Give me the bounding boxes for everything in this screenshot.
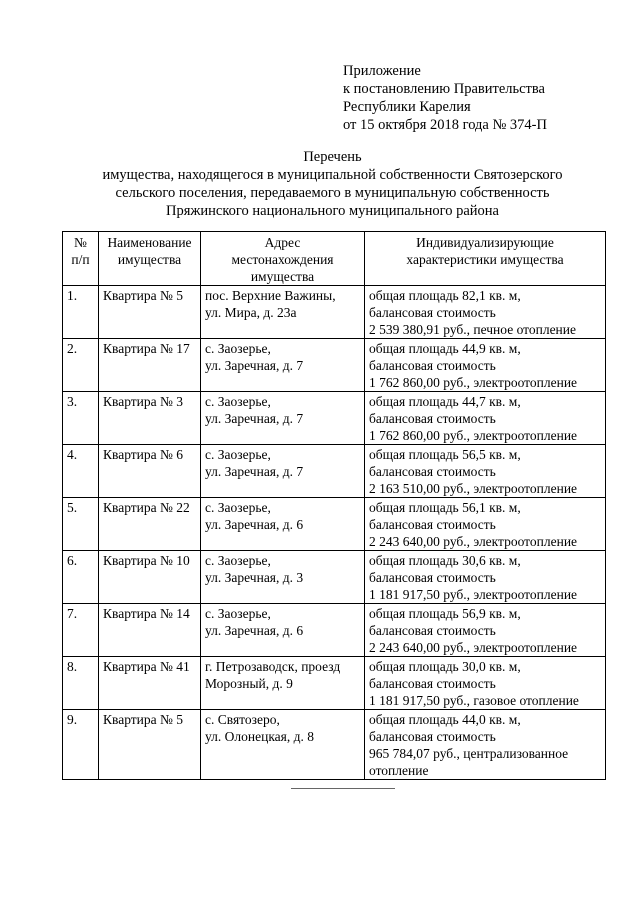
row-address: с. Заозерье, ул. Заречная, д. 6 xyxy=(201,604,365,657)
header-name: Наименование имущества xyxy=(99,232,201,286)
table-row xyxy=(63,498,606,551)
row-name: Квартира № 10 xyxy=(99,551,201,604)
row-address: с. Заозерье, ул. Заречная, д. 7 xyxy=(201,445,365,498)
row-address: с. Святозеро, ул. Олонецкая, д. 8 xyxy=(201,710,365,780)
row-name: Квартира № 5 xyxy=(99,710,201,780)
row-address: г. Петрозаводск, проезд Морозный, д. 9 xyxy=(201,657,365,710)
table-row xyxy=(63,710,606,780)
table-row xyxy=(63,392,606,445)
header-number: № п/п xyxy=(63,232,99,286)
title-line: Пряжинского национального муниципального района xyxy=(166,203,499,219)
row-number: 6. xyxy=(63,551,99,604)
row-address: с. Заозерье, ул. Заречная, д. 7 xyxy=(201,392,365,445)
row-characteristics: общая площадь 30,6 кв. м, балансовая стоимость 1 181 917,50 руб., электроотопление xyxy=(365,551,606,604)
row-number: 4. xyxy=(63,445,99,498)
row-name: Квартира № 17 xyxy=(99,339,201,392)
table-header-row xyxy=(63,232,606,286)
row-characteristics: общая площадь 30,0 кв. м, балансовая стоимость 1 181 917,50 руб., газовое отопление xyxy=(365,657,606,710)
appendix-line: Республики Карелия xyxy=(343,99,471,115)
row-name: Квартира № 3 xyxy=(99,392,201,445)
row-characteristics: общая площадь 44,7 кв. м, балансовая стоимость 1 762 860,00 руб., электроотопление xyxy=(365,392,606,445)
property-table xyxy=(62,231,606,780)
row-number: 9. xyxy=(63,710,99,780)
row-characteristics: общая площадь 82,1 кв. м, балансовая стоимость 2 539 380,91 руб., печное отопление xyxy=(365,286,606,339)
row-number: 8. xyxy=(63,657,99,710)
title-line: имущества, находящегося в муниципальной собственности Святозерского xyxy=(102,167,563,183)
appendix-line: от 15 октября 2018 года № 374-П xyxy=(343,117,547,133)
table-row xyxy=(63,551,606,604)
table-row xyxy=(63,657,606,710)
row-name: Квартира № 14 xyxy=(99,604,201,657)
appendix-block xyxy=(343,62,547,134)
header-characteristics: Индивидуализирующие характеристики имущества xyxy=(365,232,606,286)
table-row xyxy=(63,445,606,498)
table-row xyxy=(63,339,606,392)
title-line: сельского поселения, передаваемого в муниципальную собственность xyxy=(115,185,550,201)
row-address: с. Заозерье, ул. Заречная, д. 6 xyxy=(201,498,365,551)
row-number: 5. xyxy=(63,498,99,551)
appendix-line: Приложение xyxy=(343,63,421,79)
appendix-line: к постановлению Правительства xyxy=(343,81,545,97)
row-number: 1. xyxy=(63,286,99,339)
row-name: Квартира № 41 xyxy=(99,657,201,710)
row-characteristics: общая площадь 56,5 кв. м, балансовая стоимость 2 163 510,00 руб., электроотопление xyxy=(365,445,606,498)
row-characteristics: общая площадь 56,9 кв. м, балансовая стоимость 2 243 640,00 руб., электроотопление xyxy=(365,604,606,657)
row-address: с. Заозерье, ул. Заречная, д. 7 xyxy=(201,339,365,392)
table-row xyxy=(63,604,606,657)
document-title xyxy=(60,148,605,220)
row-characteristics: общая площадь 44,0 кв. м, балансовая стоимость 965 784,07 руб., централизованное отопление xyxy=(365,710,606,780)
row-address: пос. Верхние Важины, ул. Мира, д. 23а xyxy=(201,286,365,339)
row-name: Квартира № 5 xyxy=(99,286,201,339)
end-divider xyxy=(291,788,395,789)
row-number: 3. xyxy=(63,392,99,445)
row-number: 2. xyxy=(63,339,99,392)
row-number: 7. xyxy=(63,604,99,657)
row-characteristics: общая площадь 44,9 кв. м, балансовая стоимость 1 762 860,00 руб., электроотопление xyxy=(365,339,606,392)
row-characteristics: общая площадь 56,1 кв. м, балансовая стоимость 2 243 640,00 руб., электроотопление xyxy=(365,498,606,551)
table-row xyxy=(63,286,606,339)
row-address: с. Заозерье, ул. Заречная, д. 3 xyxy=(201,551,365,604)
header-address: Адрес местонахождения имущества xyxy=(201,232,365,286)
title-heading: Перечень xyxy=(303,149,362,165)
row-name: Квартира № 22 xyxy=(99,498,201,551)
row-name: Квартира № 6 xyxy=(99,445,201,498)
